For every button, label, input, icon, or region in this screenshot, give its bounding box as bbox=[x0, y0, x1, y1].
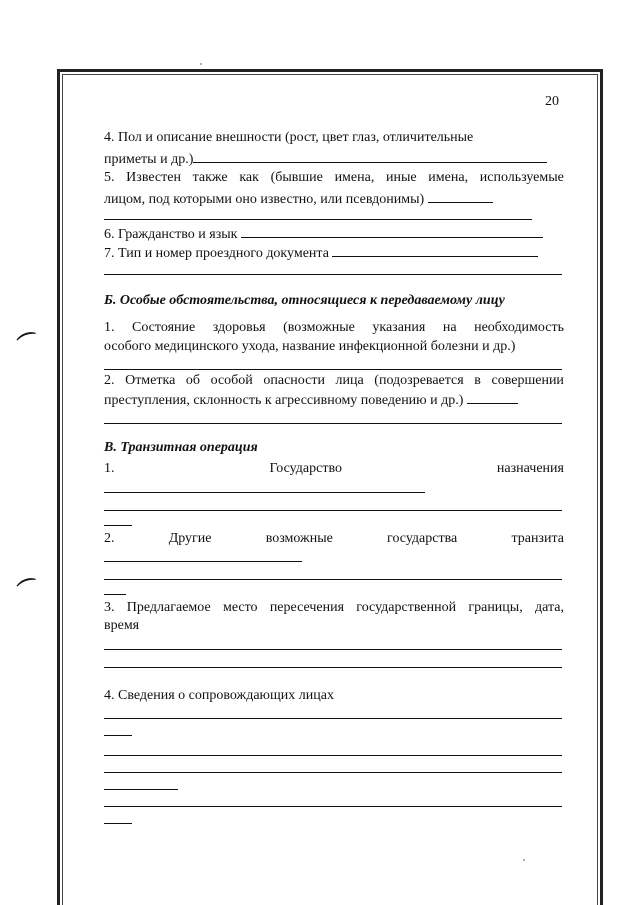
item5-word: иные bbox=[386, 170, 417, 185]
section-b-heading: Б. Особые обстоятельства, относящиеся к передаваемому лицу bbox=[104, 293, 505, 308]
b-item1-line1 bbox=[104, 319, 564, 337]
c-item1-blank-line-2[interactable] bbox=[104, 510, 562, 511]
b-item2-word: лица bbox=[335, 373, 364, 388]
c-item2-word: государства bbox=[387, 531, 458, 546]
c-item1-blank-line-3[interactable] bbox=[104, 525, 132, 526]
b-item2-word: об bbox=[185, 373, 201, 388]
item5-word: имена, bbox=[428, 170, 469, 185]
b-item1-word: необходимость bbox=[474, 320, 564, 335]
c-item4-blank-line-6[interactable] bbox=[104, 806, 562, 807]
c-item3-blank-line-2[interactable] bbox=[104, 667, 562, 668]
c-item1-word: Государство bbox=[269, 461, 342, 476]
item7-blank-line[interactable] bbox=[104, 274, 562, 275]
c-item2-line1 bbox=[104, 530, 564, 548]
b-item2-blank-line[interactable] bbox=[104, 423, 562, 424]
scan-speck bbox=[200, 63, 202, 65]
binder-hole-mark-top: ⌒ bbox=[15, 330, 43, 358]
c-item3-word: Предлагаемое bbox=[126, 600, 211, 615]
item5-word: (бывшие bbox=[270, 170, 323, 185]
item5-blank-line[interactable] bbox=[104, 219, 532, 220]
item6-line bbox=[104, 224, 564, 244]
c-item2-blank-line-3[interactable] bbox=[104, 594, 126, 595]
c-item3-word: пересечения bbox=[269, 600, 345, 615]
c-item3-word: государственной bbox=[356, 600, 457, 615]
item4-line2 bbox=[104, 149, 564, 169]
b-item2-word: (подозревается bbox=[374, 373, 464, 388]
c-item4-line: 4. Сведения о сопровождающих лицах bbox=[104, 688, 334, 703]
c-item2-blank-line-2[interactable] bbox=[104, 579, 562, 580]
item5-label: лицом, под которыми оно известно, или псевдонимы) bbox=[104, 192, 425, 207]
b-item1-line2: особого медицинского ухода, название инфекционной болезни и др.) bbox=[104, 339, 516, 354]
item7-line bbox=[104, 243, 564, 263]
c-item4-blank-line-3[interactable] bbox=[104, 755, 562, 756]
c-item2-word: 2. bbox=[104, 531, 115, 546]
c-item2-blank-line-1[interactable] bbox=[104, 561, 302, 562]
item5-fill-field[interactable] bbox=[428, 189, 493, 203]
b-item1-blank-line[interactable] bbox=[104, 369, 562, 370]
c-item3-word: границы, bbox=[468, 600, 523, 615]
c-item1-word: назначения bbox=[496, 461, 564, 476]
b-item2-word: 2. bbox=[104, 373, 115, 388]
c-item4-blank-line-1[interactable] bbox=[104, 718, 562, 719]
b-item2-line1 bbox=[104, 372, 564, 390]
b-item2-line2 bbox=[104, 390, 564, 410]
c-item4-blank-line-2[interactable] bbox=[104, 735, 132, 736]
b-item2-word: в bbox=[474, 373, 481, 388]
item6-fill-field[interactable] bbox=[241, 224, 543, 238]
item6-label: 6. Гражданство и язык bbox=[104, 227, 238, 242]
c-item3-word: 3. bbox=[104, 600, 115, 615]
b-item2-word: Отметка bbox=[125, 373, 176, 388]
b-item1-word: (возможные bbox=[283, 320, 355, 335]
b-item1-word: указания bbox=[372, 320, 426, 335]
c-item2-word: транзита bbox=[511, 531, 564, 546]
b-item2-fill-field[interactable] bbox=[467, 390, 518, 404]
scan-speck bbox=[523, 859, 525, 861]
c-item3-line1 bbox=[104, 599, 564, 617]
item4-label: приметы и др.) bbox=[104, 152, 194, 167]
b-item2-word: опасности bbox=[263, 373, 325, 388]
c-item1-blank-line-1[interactable] bbox=[104, 492, 425, 493]
page-number: 20 bbox=[545, 94, 559, 109]
item5-line1 bbox=[104, 169, 564, 187]
b-item1-word: на bbox=[442, 320, 457, 335]
c-item4-blank-line-7[interactable] bbox=[104, 823, 132, 824]
c-item4-blank-line-5[interactable] bbox=[104, 789, 178, 790]
item7-label: 7. Тип и номер проездного документа bbox=[104, 246, 329, 261]
item4-line1: 4. Пол и описание внешности (рост, цвет глаз, отличительные bbox=[104, 130, 474, 145]
item7-fill-field[interactable] bbox=[332, 243, 538, 257]
c-item1-word: 1. bbox=[104, 461, 115, 476]
section-c-heading: В. Транзитная операция bbox=[104, 440, 258, 455]
item5-word: также bbox=[192, 170, 228, 185]
c-item4-blank-line-4[interactable] bbox=[104, 772, 562, 773]
binder-hole-mark-bottom: ⌒ bbox=[15, 576, 43, 604]
c-item1-line1 bbox=[104, 460, 564, 478]
b-item2-label: преступления, склонность к агрессивному поведению и др.) bbox=[104, 393, 464, 408]
item5-word: используемые bbox=[479, 170, 564, 185]
c-item3-line2: время bbox=[104, 618, 140, 633]
item5-word: 5. bbox=[104, 170, 115, 185]
b-item2-word: особой bbox=[210, 373, 253, 388]
c-item3-blank-line-1[interactable] bbox=[104, 649, 562, 650]
c-item3-word: дата, bbox=[534, 600, 564, 615]
c-item2-word: возможные bbox=[265, 531, 333, 546]
item5-line2 bbox=[104, 189, 564, 209]
b-item1-word: 1. bbox=[104, 320, 115, 335]
b-item1-word: здоровья bbox=[212, 320, 266, 335]
item5-word: имена, bbox=[334, 170, 375, 185]
item5-word: как bbox=[239, 170, 259, 185]
b-item2-word: совершении bbox=[491, 373, 564, 388]
item5-word: Известен bbox=[126, 170, 181, 185]
c-item3-word: место bbox=[222, 600, 258, 615]
item4-fill-field[interactable] bbox=[193, 149, 547, 163]
b-item1-word: Состояние bbox=[132, 320, 196, 335]
c-item2-word: Другие bbox=[168, 531, 212, 546]
